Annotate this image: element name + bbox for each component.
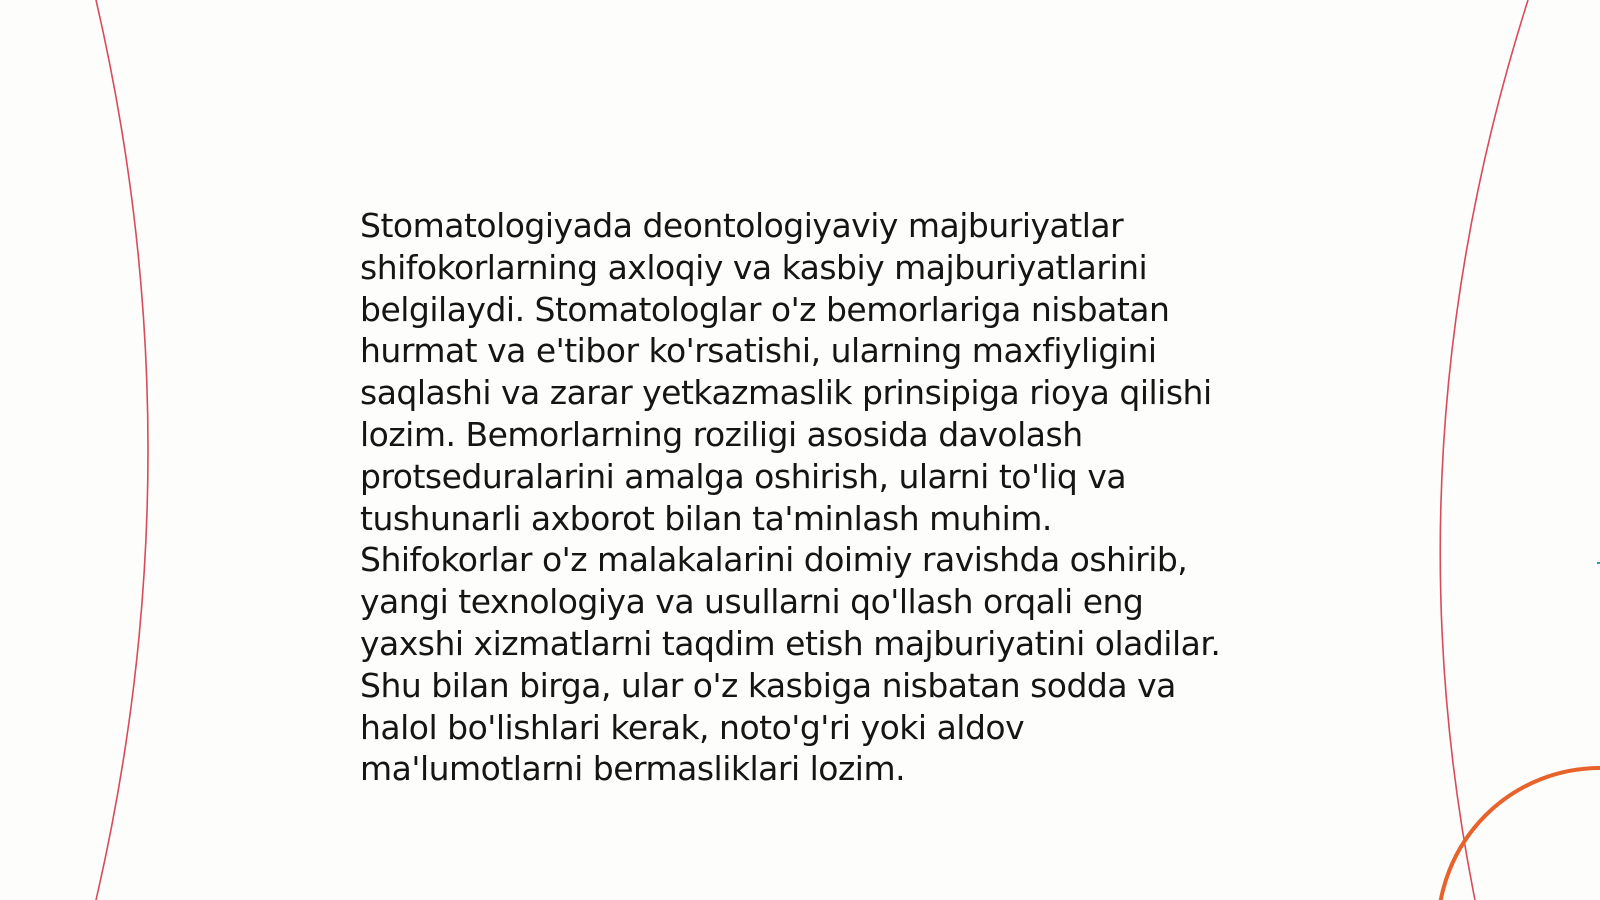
body-text-line: belgilaydi. Stomatologlar o'z bemorlariga nisbatan (360, 289, 1170, 329)
body-text-line: yaxshi xizmatlarni taqdim etish majburiyatini oladilar. (360, 623, 1221, 663)
body-text-line: Shifokorlar o'z malakalarini doimiy ravishda oshirib, (360, 540, 1188, 580)
body-text-line: shifokorlarning axloqiy va kasbiy majburiyatlarini (360, 247, 1148, 287)
body-text-line: hurmat va e'tibor ko'rsatishi, ularning maxfiyligini (360, 331, 1157, 371)
body-text-line: protseduralarini amalga oshirish, ularni to'liq va (360, 456, 1127, 496)
body-text-line: halol bo'lishlari kerak, noto'g'ri yoki aldov (360, 707, 1025, 747)
body-text-line: Stomatologiyada deontologiyaviy majburiyatlar (360, 206, 1124, 245)
body-text-line: tushunarli axborot bilan ta'minlash muhim. (360, 498, 1052, 538)
body-text-line: yangi texnologiya va usullarni qo'llash orqali eng (360, 582, 1144, 622)
body-text-line: lozim. Bemorlarning roziligi asosida davolash (360, 414, 1083, 454)
left-curved-accent-line (96, 0, 148, 900)
body-text-line: Shu bilan birga, ular o'z kasbiga nisbatan sodda va (360, 665, 1176, 705)
body-text-line: saqlashi va zarar yetkazmaslik prinsipiga rioya qilishi (360, 373, 1212, 413)
right-curved-accent-line (1440, 0, 1528, 900)
body-text-line: ma'lumotlarni bermasliklari lozim. (360, 749, 906, 789)
slide-body-text (360, 205, 1240, 790)
